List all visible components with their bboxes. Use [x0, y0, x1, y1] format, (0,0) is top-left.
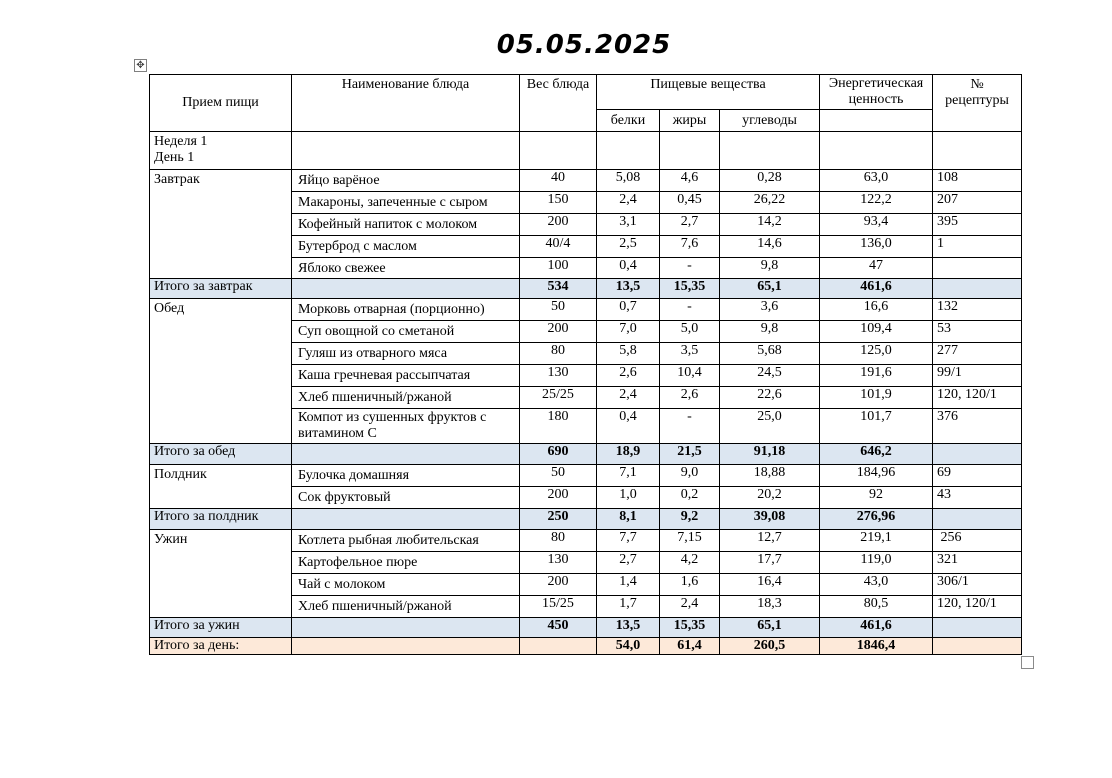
day-total-fat: 61,4 [660, 638, 720, 655]
dish-energy: 101,9 [820, 387, 933, 409]
dish-protein: 5,08 [597, 170, 660, 192]
header-weight: Вес блюда [520, 75, 597, 132]
dish-carbs: 18,88 [720, 465, 820, 487]
total-fat: 9,2 [660, 509, 720, 530]
dish-fat: 3,5 [660, 343, 720, 365]
dish-protein: 1,4 [597, 574, 660, 596]
dish-recipe: 256 [933, 530, 1022, 552]
dish-weight: 100 [520, 258, 597, 279]
header-fat: жиры [660, 110, 720, 132]
dish-weight: 200 [520, 214, 597, 236]
dish-carbs: 14,6 [720, 236, 820, 258]
day-total-carbs: 260,5 [720, 638, 820, 655]
header-carbs: углеводы [720, 110, 820, 132]
header-dish: Наименование блюда [292, 75, 520, 132]
dish-name: Морковь отварная (порционно) [292, 299, 520, 321]
total-row-snack [150, 509, 1022, 530]
total-label: Итого за обед [150, 444, 292, 465]
total-row-lunch [150, 444, 1022, 465]
total-weight: 690 [520, 444, 597, 465]
dish-name: Макароны, запеченные с сыром [292, 192, 520, 214]
table-row [150, 299, 1022, 321]
header-meal: Прием пищи [150, 75, 292, 132]
total-protein: 13,5 [597, 279, 660, 299]
dish-recipe: 277 [933, 343, 1022, 365]
move-icon[interactable]: ✥ [134, 59, 147, 72]
total-protein: 18,9 [597, 444, 660, 465]
dish-recipe: 376 [933, 409, 1022, 444]
day-label: День 1 [154, 150, 195, 165]
dish-protein: 2,4 [597, 192, 660, 214]
dish-protein: 7,7 [597, 530, 660, 552]
week-label: Неделя 1 [154, 134, 208, 149]
dish-carbs: 9,8 [720, 258, 820, 279]
dish-name: Сок фруктовый [292, 487, 520, 509]
total-energy: 461,6 [820, 279, 933, 299]
resize-handle-icon[interactable] [1021, 656, 1034, 669]
header-recipe: № рецептуры [933, 75, 1022, 132]
total-row-breakfast [150, 279, 1022, 299]
dish-recipe: 207 [933, 192, 1022, 214]
dish-carbs: 16,4 [720, 574, 820, 596]
dish-fat: 9,0 [660, 465, 720, 487]
table-row [150, 465, 1022, 487]
dish-name: Хлеб пшеничный/ржаной [292, 596, 520, 618]
dish-energy: 80,5 [820, 596, 933, 618]
dish-name: Бутерброд с маслом [292, 236, 520, 258]
dish-carbs: 25,0 [720, 409, 820, 444]
dish-fat: - [660, 258, 720, 279]
dish-fat: 0,45 [660, 192, 720, 214]
dish-fat: 10,4 [660, 365, 720, 387]
dish-name: Чай с молоком [292, 574, 520, 596]
total-fat: 21,5 [660, 444, 720, 465]
total-fat: 15,35 [660, 279, 720, 299]
dish-energy: 109,4 [820, 321, 933, 343]
total-carbs: 91,18 [720, 444, 820, 465]
dish-weight: 180 [520, 409, 597, 444]
dish-energy: 191,6 [820, 365, 933, 387]
dish-weight: 40/4 [520, 236, 597, 258]
dish-recipe: 395 [933, 214, 1022, 236]
dish-recipe: 99/1 [933, 365, 1022, 387]
day-total-label: Итого за день: [150, 638, 292, 655]
dish-energy: 92 [820, 487, 933, 509]
dish-protein: 1,7 [597, 596, 660, 618]
dish-weight: 80 [520, 530, 597, 552]
total-carbs: 65,1 [720, 279, 820, 299]
dish-weight: 50 [520, 299, 597, 321]
dish-name: Яблоко свежее [292, 258, 520, 279]
dish-energy: 125,0 [820, 343, 933, 365]
dish-fat: 4,2 [660, 552, 720, 574]
dish-carbs: 9,8 [720, 321, 820, 343]
dish-recipe: 43 [933, 487, 1022, 509]
dish-fat: 5,0 [660, 321, 720, 343]
total-weight: 450 [520, 618, 597, 638]
header-energy: Энергетическая ценность [820, 75, 933, 110]
dish-name: Яйцо варёное [292, 170, 520, 192]
total-energy: 646,2 [820, 444, 933, 465]
dish-protein: 2,6 [597, 365, 660, 387]
total-row-day [150, 638, 1022, 655]
dish-weight: 130 [520, 365, 597, 387]
total-label: Итого за ужин [150, 618, 292, 638]
dish-energy: 93,4 [820, 214, 933, 236]
dish-fat: 0,2 [660, 487, 720, 509]
dish-energy: 184,96 [820, 465, 933, 487]
dish-weight: 25/25 [520, 387, 597, 409]
dish-recipe: 53 [933, 321, 1022, 343]
dish-weight: 40 [520, 170, 597, 192]
dish-carbs: 0,28 [720, 170, 820, 192]
dish-recipe: 306/1 [933, 574, 1022, 596]
dish-recipe: 120, 120/1 [933, 387, 1022, 409]
dish-protein: 5,8 [597, 343, 660, 365]
dish-weight: 50 [520, 465, 597, 487]
dish-carbs: 14,2 [720, 214, 820, 236]
meal-lunch: Обед [150, 299, 292, 444]
dish-weight: 200 [520, 487, 597, 509]
dish-fat: 2,6 [660, 387, 720, 409]
dish-protein: 7,0 [597, 321, 660, 343]
dish-carbs: 26,22 [720, 192, 820, 214]
dish-carbs: 24,5 [720, 365, 820, 387]
dish-weight: 150 [520, 192, 597, 214]
dish-recipe: 108 [933, 170, 1022, 192]
dish-protein: 0,4 [597, 409, 660, 444]
dish-protein: 2,7 [597, 552, 660, 574]
dish-energy: 47 [820, 258, 933, 279]
dish-carbs: 20,2 [720, 487, 820, 509]
document-date-title: 05.05.2025 [496, 30, 672, 60]
total-protein: 8,1 [597, 509, 660, 530]
dish-energy: 119,0 [820, 552, 933, 574]
dish-weight: 80 [520, 343, 597, 365]
dish-energy: 63,0 [820, 170, 933, 192]
dish-recipe: 1 [933, 236, 1022, 258]
total-carbs: 65,1 [720, 618, 820, 638]
dish-fat: 2,7 [660, 214, 720, 236]
total-label: Итого за полдник [150, 509, 292, 530]
header-energy-blank [820, 110, 933, 132]
dish-name: Котлета рыбная любительская [292, 530, 520, 552]
total-label: Итого за завтрак [150, 279, 292, 299]
meal-breakfast: Завтрак [150, 170, 292, 279]
meal-dinner: Ужин [150, 530, 292, 618]
table-row [150, 530, 1022, 552]
dish-energy: 16,6 [820, 299, 933, 321]
dish-name: Кофейный напиток с молоком [292, 214, 520, 236]
dish-energy: 122,2 [820, 192, 933, 214]
dish-energy: 101,7 [820, 409, 933, 444]
dish-carbs: 3,6 [720, 299, 820, 321]
total-energy: 276,96 [820, 509, 933, 530]
table-row [150, 170, 1022, 192]
dish-name: Булочка домашняя [292, 465, 520, 487]
dish-protein: 7,1 [597, 465, 660, 487]
dish-energy: 136,0 [820, 236, 933, 258]
dish-recipe [933, 258, 1022, 279]
dish-protein: 0,7 [597, 299, 660, 321]
total-protein: 13,5 [597, 618, 660, 638]
total-carbs: 39,08 [720, 509, 820, 530]
dish-name: Компот из сушенных фруктов с витамином С [292, 409, 520, 444]
dish-protein: 2,5 [597, 236, 660, 258]
dish-carbs: 22,6 [720, 387, 820, 409]
dish-protein: 2,4 [597, 387, 660, 409]
dish-weight: 15/25 [520, 596, 597, 618]
dish-recipe: 69 [933, 465, 1022, 487]
total-fat: 15,35 [660, 618, 720, 638]
header-row [150, 75, 1022, 110]
day-total-protein: 54,0 [597, 638, 660, 655]
total-weight: 250 [520, 509, 597, 530]
dish-recipe: 120, 120/1 [933, 596, 1022, 618]
dish-carbs: 12,7 [720, 530, 820, 552]
dish-name: Гуляш из отварного мяса [292, 343, 520, 365]
dish-name: Суп овощной со сметаной [292, 321, 520, 343]
total-energy: 461,6 [820, 618, 933, 638]
dish-fat: 7,6 [660, 236, 720, 258]
dish-fat: 4,6 [660, 170, 720, 192]
day-total-energy: 1846,4 [820, 638, 933, 655]
dish-fat: 1,6 [660, 574, 720, 596]
dish-weight: 130 [520, 552, 597, 574]
dish-name: Хлеб пшеничный/ржаной [292, 387, 520, 409]
dish-fat: - [660, 409, 720, 444]
dish-fat: 2,4 [660, 596, 720, 618]
header-protein: белки [597, 110, 660, 132]
dish-carbs: 17,7 [720, 552, 820, 574]
menu-table [149, 74, 1022, 655]
dish-energy: 219,1 [820, 530, 933, 552]
dish-protein: 3,1 [597, 214, 660, 236]
dish-name: Картофельное пюре [292, 552, 520, 574]
dish-energy: 43,0 [820, 574, 933, 596]
dish-weight: 200 [520, 321, 597, 343]
dish-fat: 7,15 [660, 530, 720, 552]
dish-fat: - [660, 299, 720, 321]
week-day-row [150, 132, 1022, 170]
dish-protein: 1,0 [597, 487, 660, 509]
dish-recipe: 321 [933, 552, 1022, 574]
dish-protein: 0,4 [597, 258, 660, 279]
total-row-dinner [150, 618, 1022, 638]
meal-snack: Полдник [150, 465, 292, 509]
dish-carbs: 5,68 [720, 343, 820, 365]
header-nutrients: Пищевые вещества [597, 75, 820, 110]
dish-name: Каша гречневая рассыпчатая [292, 365, 520, 387]
dish-weight: 200 [520, 574, 597, 596]
total-weight: 534 [520, 279, 597, 299]
dish-recipe: 132 [933, 299, 1022, 321]
dish-carbs: 18,3 [720, 596, 820, 618]
